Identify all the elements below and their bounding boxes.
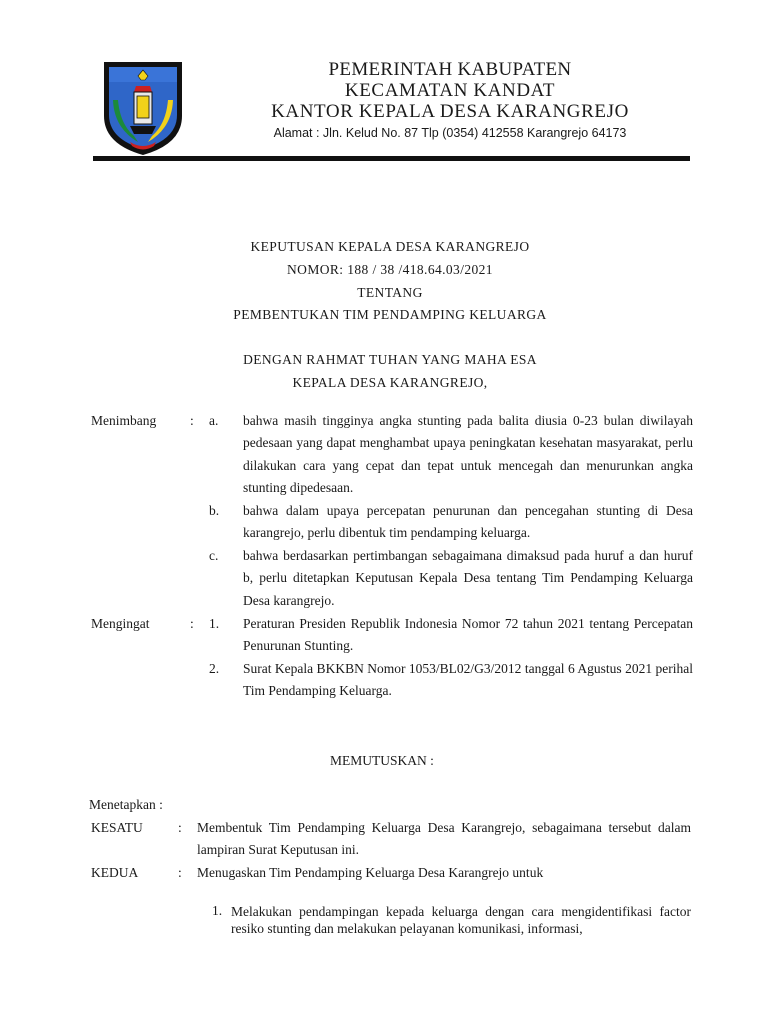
letterhead-divider: [93, 156, 690, 161]
menimbang-marker-c: c.: [209, 548, 219, 563]
kedua-text: Menugaskan Tim Pendamping Keluarga Desa Karangrejo untuk: [197, 865, 544, 880]
regency-emblem-logo: [100, 58, 186, 158]
kedua-label: KEDUA: [91, 865, 139, 880]
mengingat-label: Mengingat: [91, 616, 150, 631]
letterhead-address: Alamat : Jln. Kelud No. 87 Tlp (0354) 412558 Karangrejo 64173: [273, 126, 627, 140]
kedua-colon: :: [178, 865, 182, 880]
memutuskan-heading: MEMUTUSKAN :: [330, 753, 434, 768]
kedua-marker-1: 1.: [212, 903, 223, 918]
menimbang-item-c: bahwa berdasarkan pertimbangan sebagaimana dimaksud pada huruf a dan huruf b, perlu ditetapkan Keputusan Kepala Desa tentang Tim Pendamping Keluarga Desa karangrejo.: [243, 548, 693, 608]
decree-issuer: KEPALA DESA KARANGREJO,: [292, 375, 488, 390]
letterhead-office: KANTOR KEPALA DESA KARANGREJO: [271, 101, 629, 122]
decree-about-label: TENTANG: [357, 285, 423, 300]
letterhead-district: KECAMATAN KANDAT: [344, 80, 556, 101]
kedua-item-1: Melakukan pendampingan kepada keluarga dengan cara mengidentifikasi factor resiko stunting dan melakukan pelayanan komunikasi, informasi,: [231, 904, 691, 936]
mengingat-marker-2: 2.: [209, 661, 220, 676]
kesatu-label: KESATU: [91, 820, 143, 835]
menimbang-item-b: bahwa dalam upaya percepatan penurunan dan pencegahan stunting di Desa karangrejo, perlu dibentuk tim pendamping keluarga.: [243, 503, 693, 541]
mengingat-item-1: Peraturan Presiden Republik Indonesia Nomor 72 tahun 2021 tentang Percepatan Penurunan Stunting.: [243, 616, 693, 654]
menimbang-item-a: bahwa masih tingginya angka stunting pada balita diusia 0-23 bulan diwilayah pedesaan yang dapat menghambat upaya peningkatan kesehatan masyarakat, perlu dilakukan cara yang cepat dan tepat untuk mencegah dan menurunkan angka stunting dipedesaan.: [243, 413, 693, 495]
kesatu-text: Membentuk Tim Pendamping Keluarga Desa Karangrejo, sebagaimana tersebut dalam lampiran Surat Keputusan ini.: [197, 820, 691, 858]
mengingat-marker-1: 1.: [209, 616, 220, 631]
menimbang-colon: :: [190, 413, 194, 428]
menimbang-label: Menimbang: [91, 413, 157, 428]
decree-title: KEPUTUSAN KEPALA DESA KARANGREJO: [250, 239, 530, 254]
menimbang-marker-a: a.: [209, 413, 219, 428]
decree-subject: PEMBENTUKAN TIM PENDAMPING KELUARGA: [233, 307, 547, 322]
decree-invocation: DENGAN RAHMAT TUHAN YANG MAHA ESA: [243, 352, 537, 367]
letterhead-government: PEMERINTAH KABUPATEN: [328, 59, 572, 80]
menimbang-marker-b: b.: [209, 503, 220, 518]
menetapkan-label: Menetapkan :: [89, 797, 163, 812]
mengingat-item-2: Surat Kepala BKKBN Nomor 1053/BL02/G3/2012 tanggal 6 Agustus 2021 perihal Tim Pendamping Keluarga.: [243, 661, 693, 699]
decree-number: NOMOR: 188 / 38 /418.64.03/2021: [287, 262, 493, 277]
kesatu-colon: :: [178, 820, 182, 835]
mengingat-colon: :: [190, 616, 194, 631]
